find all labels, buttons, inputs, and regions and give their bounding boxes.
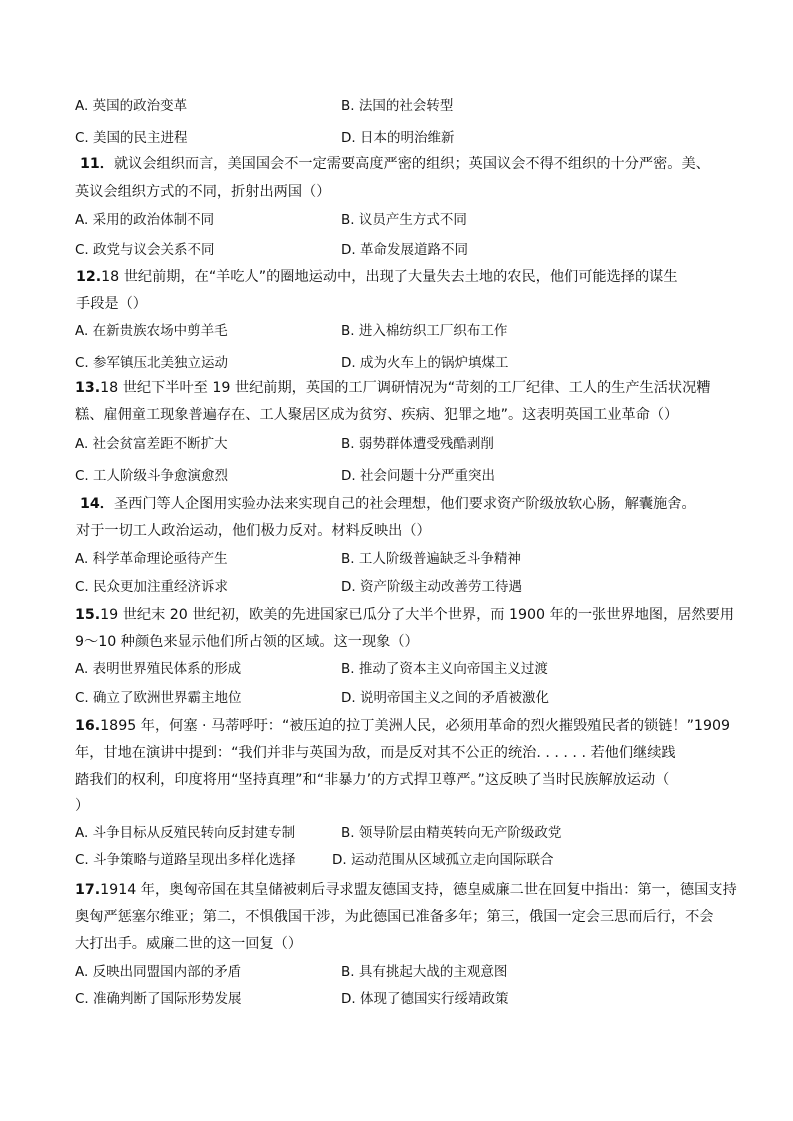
q14-option-b: B. 工人阶级普遍缺乏斗争精神 xyxy=(341,551,521,567)
q14-option-d: D. 资产阶级主动改善劳工待遇 xyxy=(341,579,522,595)
q15-stem-line-1 xyxy=(75,605,734,625)
q12-stem-text-1: 18 世纪前期，在“羊吃人”的圈地运动中，出现了大量失去土地的农民，他们可能选择的谋生 xyxy=(101,269,678,285)
q14-number: 14． xyxy=(80,496,114,512)
q15-option-c: C. 确立了欧洲世界霸主地位 xyxy=(75,690,242,706)
q11-option-c: C. 政党与议会关系不同 xyxy=(75,242,215,258)
q11-option-d: D. 革命发展道路不同 xyxy=(341,242,468,258)
q15-option-a: A. 表明世界殖民体系的形成 xyxy=(75,661,242,677)
q12-option-c: C. 参军镇压北美独立运动 xyxy=(75,355,229,371)
q15-option-d: D. 说明帝国主义之间的矛盾被激化 xyxy=(341,690,549,706)
q14-option-a: A. 科学革命理论亟待产生 xyxy=(75,551,228,567)
q10-option-c: C. 美国的民主进程 xyxy=(75,130,188,146)
q13-stem-line-1 xyxy=(75,378,710,398)
q15-option-b: B. 推动了资本主义向帝国主义过渡 xyxy=(341,661,548,677)
q12-stem-line-2: 手段是（） xyxy=(76,296,147,312)
q17-option-a: A. 反映出同盟国内部的矛盾 xyxy=(75,964,242,980)
q13-option-d: D. 社会问题十分严重突出 xyxy=(341,468,495,484)
q17-option-b: B. 具有挑起大战的主观意图 xyxy=(341,964,508,980)
q12-option-a: A. 在新贵族农场中剪羊毛 xyxy=(75,323,228,339)
q11-stem-line-2: 英议会组织方式的不同，折射出两国（） xyxy=(75,184,331,200)
q17-stem-text-1: 1914 年，奥匈帝国在其皇储被刺后寻求盟友德国支持，德皇威廉二世在回复中指出：第一，德国支持 xyxy=(100,882,737,898)
q16-stem-line-4: ） xyxy=(75,798,90,814)
q13-number: 13. xyxy=(75,380,101,396)
q15-number: 15. xyxy=(75,607,101,623)
q14-stem-text-1: 圣西门等人企图用实验办法来实现自己的社会理想，他们要求资产阶级放软心肠，解囊施舍。 xyxy=(113,496,696,512)
q14-option-c: C. 民众更加注重经济诉求 xyxy=(75,579,229,595)
q15-stem-line-2: 9～10 种颜色来显示他们所占领的区域。这一现象（） xyxy=(75,634,419,650)
q15-stem-text-1: 19 世纪末 20 世纪初，欧美的先进国家已瓜分了大半个世界，而 1900 年的一张世界地图，居然要用 xyxy=(100,607,735,623)
q11-stem-line-1 xyxy=(80,154,710,174)
q13-stem-text-1: 18 世纪下半叶至 19 世纪前期，英国的工厂调研情况为“苛刻的工厂纪律、工人的生产生活状况糟 xyxy=(100,380,711,396)
q13-stem-line-2: 糕、雇佣童工现象普遍存在、工人聚居区成为贫穷、疾病、犯罪之地”。这表明英国工业革命（） xyxy=(75,407,679,423)
q10-option-d: D. 日本的明治维新 xyxy=(341,130,455,146)
q17-option-c: C. 准确判断了国际形势发展 xyxy=(75,991,242,1007)
q14-stem-line-2: 对于一切工人政治运动，他们极力反对。材料反映出（） xyxy=(76,523,431,539)
q16-stem-line-3: 踏我们的权利，印度将用“坚持真理”和“非暴力’的方式捍卫尊严。”这反映了当时民族解放运动（ xyxy=(75,772,670,788)
q16-stem-text-1: 1895 年，何塞 · 马蒂呼吁：“被压迫的拉丁美洲人民，必须用革命的烈火摧毁殖民者的锁链！”1909 xyxy=(100,718,731,734)
q13-option-b: B. 弱势群体遭受残酷剥削 xyxy=(341,436,494,452)
q16-option-b: B. 领导阶层由精英转向无产阶级政党 xyxy=(341,825,562,841)
q12-option-b: B. 进入棉纺织工厂织布工作 xyxy=(341,323,508,339)
q16-stem-line-2: 年，甘地在演讲中提到：“我们并非与英国为敌，而是反对其不公正的统治. . . . . . 若他们继续践 xyxy=(75,745,676,761)
q17-stem-line-3: 大打出手。威廉二世的这一回复（） xyxy=(75,936,303,952)
q10-option-a: A. 英国的政治变革 xyxy=(75,98,188,114)
q12-option-d: D. 成为火车上的锅炉填煤工 xyxy=(341,355,509,371)
q13-option-c: C. 工人阶级斗争愈演愈烈 xyxy=(75,468,229,484)
q16-option-d: D. 运动范围从区域孤立走向国际联合 xyxy=(332,852,554,868)
q14-stem-line-1 xyxy=(80,494,696,514)
q16-option-c: C. 斗争策略与道路呈现出多样化选择 xyxy=(75,852,296,868)
q12-number: 12. xyxy=(76,269,102,285)
q12-stem-line-1 xyxy=(76,267,678,287)
q11-number: 11． xyxy=(80,156,114,172)
q11-option-a: A. 采用的政治体制不同 xyxy=(75,212,215,228)
q17-number: 17. xyxy=(75,882,101,898)
q11-option-b: B. 议员产生方式不同 xyxy=(341,212,467,228)
q17-option-d: D. 体现了德国实行绥靖政策 xyxy=(341,991,509,1007)
q11-stem-text-1: 就议会组织而言，美国国会不一定需要高度严密的组织；英国议会不得不组织的十分严密。美、 xyxy=(113,156,710,172)
q17-stem-line-1 xyxy=(75,880,737,900)
q17-stem-line-2: 奥匈严惩塞尔维亚；第二，不惧俄国干涉，为此德国已准备多年；第三，俄国一定会三思而后行，不会 xyxy=(75,909,714,925)
q16-number: 16. xyxy=(75,718,101,734)
q16-option-a: A. 斗争目标从反殖民转向反封建专制 xyxy=(75,825,296,841)
q10-option-b: B. 法国的社会转型 xyxy=(341,98,454,114)
q13-option-a: A. 社会贫富差距不断扩大 xyxy=(75,436,228,452)
q16-stem-line-1 xyxy=(75,716,730,736)
